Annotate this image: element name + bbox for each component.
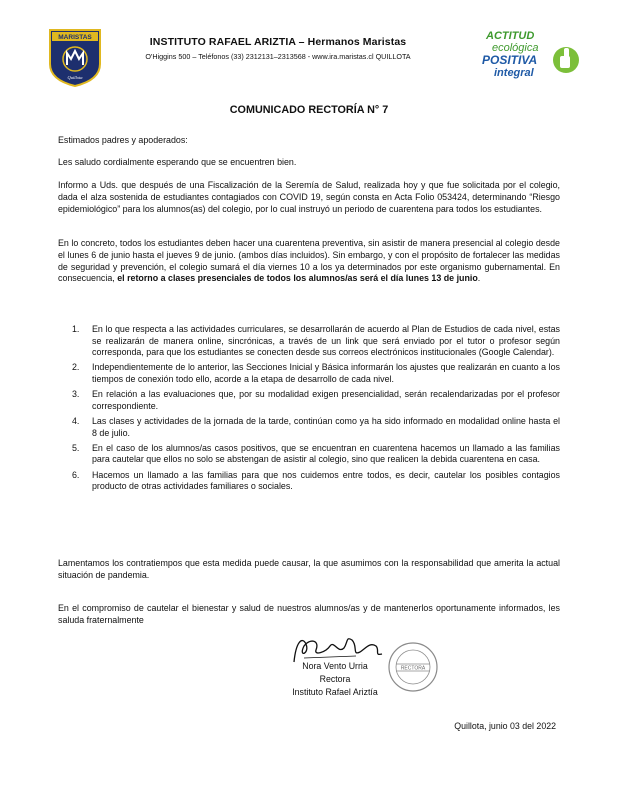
svg-text:Quillota: Quillota	[67, 75, 83, 80]
thumbs-up-icon	[553, 47, 579, 73]
signer-institution: Instituto Rafael Ariztía	[292, 687, 378, 697]
actitud-ecologica-logo	[452, 26, 584, 86]
signature-block	[262, 660, 408, 699]
maristas-logo	[46, 24, 104, 88]
date-line: Quillota, junio 03 del 2022	[454, 721, 556, 731]
closing-paragraph-1: Lamentamos los contratiempos que esta medida puede causar, la que asumimos con la responsabilidad que amerita la actual situación de pandemia.	[58, 558, 560, 580]
list-item: 4. Las clases y actividades de la jornada de la tarde, continúan como ya ha sido informado en modalidad online hasta el 8 de julio.	[72, 415, 560, 438]
svg-text:POSITIVA: POSITIVA	[482, 53, 538, 67]
list-item: 2. Independientemente de lo anterior, las Secciones Inicial y Básica informarán los ajustes que realizarán en cuanto a los tiempos de conexión todo ello, acorde a la etapa de desarrollo de cada nivel.	[72, 362, 560, 384]
list-item: 5. En el caso de los alumnos/as casos positivos, que se encuentran en cuarentena hacemos un llamado a las familias para cautelar que ellos no solo se abstengan de asistir al colegio, sino que realicen la debida cuarentena en casa.	[72, 442, 560, 465]
list-item: 3. En relación a las evaluaciones que, por su modalidad exigen presencialidad, serán recalendarizadas por el profesor correspondiente.	[72, 389, 560, 411]
paragraph-cuarentena: En lo concreto, todos los estudiantes deben hacer una cuarentena preventiva, sin asistir de manera presencial al colegio desde el lunes 6 de junio hasta el jueves 9 de junio. (ambos días incluidos). Sin embargo, y con el propósito de fortalecer las medidas de seguridad y prevención, el colegio sumará el día viernes 10 a los ya determinados por este organismo gubernamental. En consecuencia, el retorno a clases presenciales de todos los alumnos/as será el día lunes 13 de junio.	[58, 238, 560, 284]
svg-text:integral: integral	[494, 67, 534, 79]
svg-text:MARISTAS: MARISTAS	[58, 34, 92, 41]
list-item: 6. Hacemos un llamado a las familias para que nos cuidemos entre todos, es decir, cautelar los posibles contagios producto de otras actividades familiares o sociales.	[72, 469, 560, 492]
svg-text:RECTORA: RECTORA	[400, 665, 426, 672]
paragraph-fiscalizacion: Informo a Uds. que después de una Fiscalización de la Seremía de Salud, realizada hoy y que fue solicitada por el colegio, dada el alza sostenida de estudiantes contagiados con COVID 19, según consta en Acta Folio 053424, determinando “Riesgo epidemiológico” para los alumnos(as) del colegio, por lo cual instruyó un periodo de cuarentena para todos los estudiantes.	[58, 180, 560, 214]
signer-role: Rectora	[319, 674, 351, 684]
institution-address: O'Higgins 500 – Teléfonos (33) 2312131–2313568 - www.ira.maristas.cl QUILLOTA	[145, 52, 411, 61]
closing-paragraph-2: En el compromiso de cautelar el bienestar y salud de nuestros alumnos/as y de mantenerlos oportunamente informados, les saluda fraternalmente	[58, 603, 560, 625]
list-item: 1. En lo que respecta a las actividades curriculares, se desarrollarán de acuerdo al Plan de Estudios de cada nivel, estas se realizarán de manera online, sincrónicas, a través de un link que será enviado por el tutor o profesor según corresponda, para que los estudiantes se conecten desde sus correos electrónicos institucionales (Google Calendar).	[72, 324, 560, 358]
return-date-highlight: el retorno a clases presenciales de todos los alumnos/as será el día lunes 13 de junio	[117, 273, 478, 284]
document-title: COMUNICADO RECTORÍA N° 7	[229, 104, 389, 116]
institution-title: INSTITUTO RAFAEL ARIZTIA – Hermanos Maristas	[149, 36, 407, 48]
svg-text:ACTITUD: ACTITUD	[486, 30, 535, 42]
svg-text:ecológica: ecológica	[492, 42, 539, 54]
salutation: Les saludo cordialmente esperando que se encuentren bien.	[58, 157, 297, 167]
measures-list	[58, 324, 560, 496]
greeting: Estimados padres y apoderados:	[58, 135, 188, 145]
signer-name: Nora Vento Urria	[302, 661, 368, 671]
